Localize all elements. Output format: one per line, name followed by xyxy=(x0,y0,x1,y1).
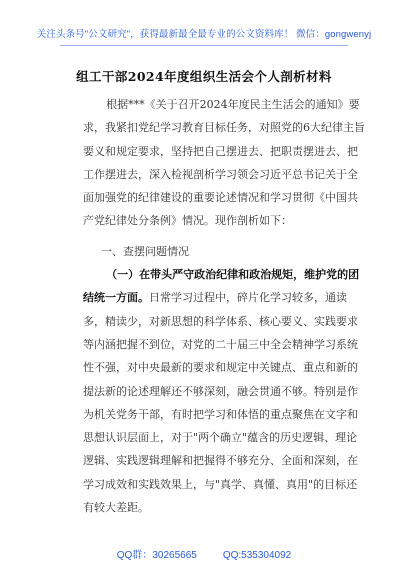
footer-qq-number: QQ:535304092 xyxy=(222,550,292,561)
document-title: 组工干部2024年度组织生活会个人剖析材料 xyxy=(76,69,332,84)
subsection-paragraph xyxy=(83,263,365,519)
footer-contacts xyxy=(0,546,408,561)
footer-qq-group: QQ群：30265665 xyxy=(116,550,197,561)
header-watermark-note: 关注头条号"公文研究"，获得最新最全最专业的公文资料库！ 微信：gongwenyj xyxy=(36,29,372,40)
intro-paragraph: 根据***《关于召开2024年度民主生活会的通知》要求，我紧扣党纪学习教育目标任务，对照党的6大纪律主旨要义和规定要求，坚持把自己摆进去、把职责摆进去、把工作摆进去，深入检视剖析学习领会习近平总书记关于全面加强党的纪律建设的重要论述情况和学习贯彻《中国共产党纪律处分条例》情况。现作剖析如下： xyxy=(83,98,365,228)
header-divider xyxy=(60,45,348,46)
subsection-lead: （一）在带头严守政治纪律和政治规矩，维护党的团结统一方面。 xyxy=(83,268,360,305)
document-body xyxy=(83,93,365,519)
section-heading: 一、查摆问题情况 xyxy=(101,244,189,258)
subsection-body: 日常学习过程中，碎片化学习较多，通读多，精读少，对新思想的科学体系、核心要义、实践要求等内涵把握不到位，对党的二十届三中全会精神学习系统性不强，对中央最新的要求和规定中关键点、重点和新的提法新的论述理解还不够深刻，融会贯通不够。特别是作为机关党务干部，有时把学习和体悟的重点聚焦在文字和思想认识层面上，对于"两个确立"蕴含的历史逻辑、理论逻辑、实践逻辑理解和把握得不够充分、全面和深刻，在学习成效和实践效果上，与"真学、真懂、真用"的目标还有较大差距。 xyxy=(83,291,358,515)
